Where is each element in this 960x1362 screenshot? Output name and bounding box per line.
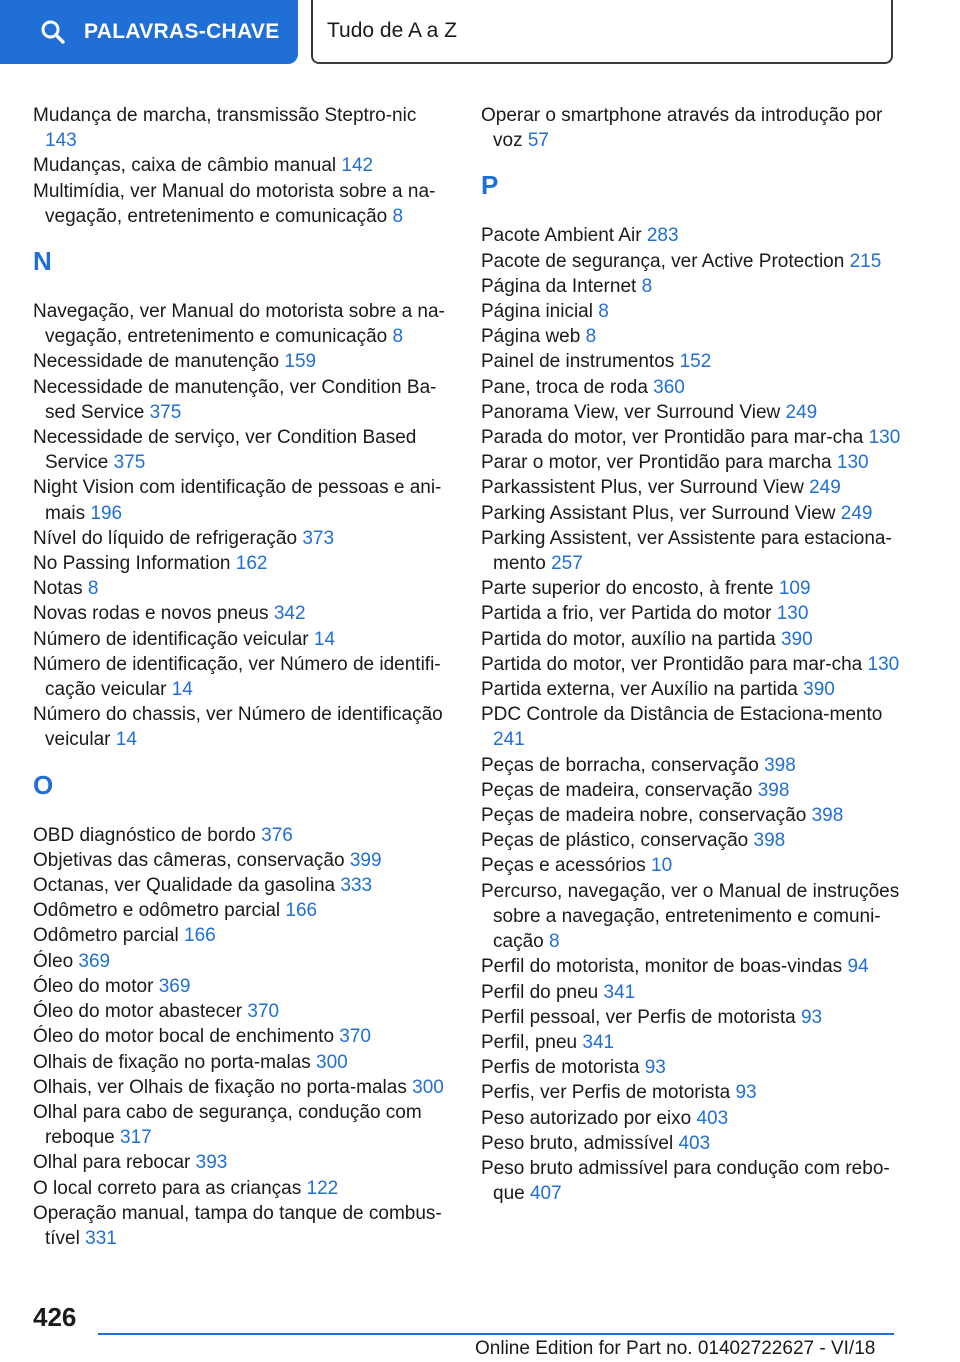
index-page-link[interactable]: 8 bbox=[392, 205, 404, 227]
index-entry bbox=[33, 1150, 453, 1175]
index-entry-text: Octanas, ver Qualidade da gasolina bbox=[33, 875, 336, 897]
index-page-link[interactable]: 393 bbox=[195, 1152, 228, 1174]
index-page-link[interactable]: 166 bbox=[285, 900, 318, 922]
index-entry-text: Partida externa, ver Auxílio na partida bbox=[481, 679, 798, 701]
index-page-link[interactable]: 407 bbox=[529, 1183, 562, 1205]
index-entry bbox=[481, 803, 901, 828]
index-entry bbox=[33, 923, 453, 948]
edition-text: Online Edition for Part no. 01402722627 - VI/18 bbox=[475, 1338, 876, 1359]
index-page-link[interactable]: 57 bbox=[527, 130, 549, 152]
index-page-link[interactable]: 370 bbox=[339, 1026, 371, 1048]
index-entry-text: Necessidade de manutenção bbox=[33, 351, 280, 373]
index-entry bbox=[481, 1131, 901, 1156]
index-entry-text: Partida do motor, ver Prontidão para mar-cha bbox=[481, 653, 863, 675]
index-entry bbox=[481, 601, 901, 626]
index-page-link[interactable]: 369 bbox=[78, 950, 111, 972]
index-entry-text: Olhal para rebocar bbox=[33, 1152, 191, 1174]
index-entry bbox=[481, 954, 901, 979]
index-entry bbox=[33, 702, 453, 752]
index-entry-text: Pacote Ambient Air bbox=[481, 225, 642, 247]
index-page-link[interactable]: 14 bbox=[313, 628, 336, 650]
index-page-link[interactable]: 399 bbox=[349, 849, 382, 871]
index-page-link[interactable]: 370 bbox=[247, 1001, 280, 1023]
index-page-link[interactable]: 249 bbox=[840, 502, 873, 524]
index-entry bbox=[481, 299, 901, 324]
index-page-link[interactable]: 360 bbox=[653, 376, 685, 398]
index-entry bbox=[33, 1024, 453, 1049]
index-page-link[interactable]: 130 bbox=[867, 653, 900, 675]
index-entry bbox=[481, 853, 901, 878]
index-entry bbox=[33, 1201, 453, 1251]
index-entry bbox=[33, 823, 453, 848]
footer-rule bbox=[98, 1333, 894, 1335]
index-entry bbox=[481, 879, 901, 955]
keywords-label: PALAVRAS-CHAVE bbox=[84, 20, 280, 43]
index-entry-text: Navegação, ver Manual do motorista sobre a na-vegação, entretenimento e comunicação bbox=[33, 301, 445, 348]
index-entry-text: Parking Assistant Plus, ver Surround View bbox=[481, 502, 836, 524]
index-entry-text: Peças de madeira, conservação bbox=[481, 779, 753, 801]
index-entry bbox=[33, 848, 453, 873]
index-entry-text: Mudança de marcha, transmissão Steptro-nic bbox=[33, 105, 417, 126]
index-page-link[interactable]: 317 bbox=[120, 1127, 152, 1149]
index-entry bbox=[33, 601, 453, 626]
index-entry-text: Olhais de fixação no porta-malas bbox=[33, 1051, 311, 1073]
index-entry-text: OBD diagnóstico de bordo bbox=[33, 824, 256, 846]
top-bar bbox=[0, 0, 960, 66]
index-entry-text: Parte superior do encosto, à frente bbox=[481, 578, 774, 600]
index-page-link[interactable]: 130 bbox=[836, 452, 869, 474]
index-page-link[interactable]: 390 bbox=[780, 628, 813, 650]
index-page-link[interactable]: 94 bbox=[847, 956, 869, 978]
index-entry-text: PDC Controle da Distância de Estaciona-mento bbox=[481, 704, 883, 726]
index-page-link[interactable]: 8 bbox=[87, 578, 99, 600]
index-entry bbox=[481, 375, 901, 400]
index-entry-text: Operação manual, tampa do tanque de combus-tível bbox=[33, 1202, 442, 1249]
index-entry-text: Notas bbox=[33, 578, 83, 600]
index-page-link[interactable]: 403 bbox=[696, 1107, 729, 1129]
index-page-link[interactable]: 152 bbox=[679, 351, 712, 373]
search-icon bbox=[40, 19, 66, 45]
index-entry-text: Página inicial bbox=[481, 301, 593, 323]
index-entry-text: Parada do motor, ver Prontidão para mar-cha bbox=[481, 427, 864, 449]
index-entry-text: Perfis, ver Perfis de motorista bbox=[481, 1082, 731, 1104]
index-page-link[interactable]: 375 bbox=[149, 401, 182, 423]
index-entry bbox=[481, 778, 901, 803]
index-entry-text: Número do chassis, ver Número de identificação veicular bbox=[33, 704, 443, 751]
index-entry bbox=[481, 1080, 901, 1105]
index-entry-text: Perfis de motorista bbox=[481, 1057, 640, 1079]
index-entry-text: Perfil, pneu bbox=[481, 1031, 578, 1053]
index-entry bbox=[481, 1106, 901, 1131]
index-entry bbox=[33, 349, 453, 374]
index-page-link[interactable]: 10 bbox=[651, 855, 673, 877]
index-entry-text: Óleo do motor abastecer bbox=[33, 1001, 243, 1023]
index-page-link[interactable]: 8 bbox=[585, 326, 597, 348]
index-entry-text: Panorama View, ver Surround View bbox=[481, 401, 781, 423]
index-entry bbox=[33, 1075, 453, 1100]
index-page-link[interactable]: 342 bbox=[273, 603, 306, 625]
index-page-link[interactable]: 159 bbox=[284, 351, 317, 373]
index-page-link[interactable]: 130 bbox=[868, 427, 901, 449]
index-entry-text: Peças e acessórios bbox=[481, 855, 646, 877]
index-page-link[interactable]: 93 bbox=[735, 1082, 757, 1104]
index-entry-text: Número de identificação, ver Número de identifi-cação veicular bbox=[33, 653, 441, 701]
index-entry bbox=[33, 999, 453, 1024]
index-entry bbox=[481, 103, 901, 153]
index-page-link[interactable]: 398 bbox=[757, 779, 790, 801]
index-entry-text: Página web bbox=[481, 326, 581, 348]
index-entry-text: Olhal para cabo de segurança, condução com reboque bbox=[33, 1101, 422, 1149]
index-page-link[interactable]: 398 bbox=[764, 754, 796, 776]
index-column-left bbox=[33, 103, 453, 1251]
index-entry bbox=[481, 1005, 901, 1030]
index-entry bbox=[481, 828, 901, 853]
index-entry bbox=[481, 425, 901, 450]
index-entry bbox=[33, 898, 453, 923]
index-entry-text: No Passing Information bbox=[33, 553, 231, 575]
index-page-link[interactable]: 93 bbox=[800, 1006, 823, 1028]
index-entry-text: Olhais, ver Olhais de fixação no porta-malas bbox=[33, 1076, 407, 1098]
index-entry bbox=[33, 873, 453, 898]
index-page-link[interactable]: 142 bbox=[341, 155, 374, 177]
index-entry-text: Percurso, navegação, ver o Manual de instruções sobre a navegação, entretenimento e comuni-cação bbox=[481, 880, 900, 953]
index-entry-text: Odômetro parcial bbox=[33, 925, 179, 947]
index-page-link[interactable]: 341 bbox=[603, 981, 636, 1003]
index-page-link[interactable]: 398 bbox=[753, 830, 786, 852]
index-page-link[interactable]: 398 bbox=[811, 805, 844, 827]
section-tab-a-to-z[interactable] bbox=[311, 0, 893, 64]
index-column-right bbox=[481, 103, 901, 1206]
index-page-link[interactable]: 166 bbox=[184, 925, 216, 947]
index-page-link[interactable]: 390 bbox=[803, 679, 835, 701]
index-entry bbox=[481, 501, 901, 526]
index-entry-text: Novas rodas e novos pneus bbox=[33, 603, 269, 625]
index-entry bbox=[33, 949, 453, 974]
index-entry-text: Necessidade de manutenção, ver Condition Ba-sed Service bbox=[33, 376, 437, 423]
index-entry-text: O local correto para as crianças bbox=[33, 1177, 302, 1199]
index-entry bbox=[481, 274, 901, 299]
index-entry bbox=[33, 299, 453, 349]
index-page-link[interactable]: 341 bbox=[582, 1031, 615, 1053]
page-number: 426 bbox=[33, 1302, 77, 1332]
section-label: Tudo de A a Z bbox=[327, 19, 457, 42]
index-letter-heading: N bbox=[33, 246, 52, 277]
index-entry-text: Multimídia, ver Manual do motorista sobre a na-vegação, entretenimento e comunicação bbox=[33, 180, 436, 227]
index-page-link[interactable]: 369 bbox=[158, 975, 191, 997]
index-entry bbox=[33, 1176, 453, 1201]
index-page-link[interactable]: 283 bbox=[646, 225, 679, 247]
index-entry-text: Perfil do pneu bbox=[481, 981, 599, 1003]
index-entry bbox=[481, 349, 901, 374]
index-entry bbox=[33, 425, 453, 475]
index-entry-text: Peças de madeira nobre, conservação bbox=[481, 805, 807, 827]
index-entry-text: Mudanças, caixa de câmbio manual bbox=[33, 155, 337, 177]
index-entry-text: Óleo bbox=[33, 950, 74, 972]
index-page-link[interactable]: 403 bbox=[678, 1132, 711, 1154]
index-entry bbox=[481, 526, 901, 576]
index-entry-text: Night Vision com identificação de pessoas e ani-mais bbox=[33, 477, 442, 524]
index-entry-text: Parking Assistent, ver Assistente para estaciona-mento bbox=[481, 527, 892, 575]
index-entry bbox=[33, 153, 453, 178]
index-entry bbox=[33, 652, 453, 702]
index-entry-text: Página da Internet bbox=[481, 275, 637, 297]
index-entry-text: Pane, troca de roda bbox=[481, 376, 648, 398]
index-entry-text: Partida do motor, auxílio na partida bbox=[481, 628, 776, 650]
index-page-link[interactable]: 215 bbox=[849, 250, 882, 272]
index-page-link[interactable]: 14 bbox=[115, 729, 137, 751]
index-entry-text: Pacote de segurança, ver Active Protection bbox=[481, 250, 845, 272]
index-entry bbox=[481, 223, 901, 248]
index-entry-text: Peças de plástico, conservação bbox=[481, 830, 749, 852]
index-entry-text: Peso bruto admissível para condução com rebo-que bbox=[481, 1157, 890, 1205]
index-page-link[interactable]: 8 bbox=[641, 275, 653, 297]
index-entry-text: Peças de borracha, conservação bbox=[481, 754, 759, 776]
index-page-link[interactable]: 375 bbox=[113, 452, 146, 474]
index-entry bbox=[33, 103, 453, 153]
index-page-link[interactable]: 300 bbox=[412, 1076, 444, 1098]
index-entry bbox=[481, 627, 901, 652]
index-entry bbox=[33, 974, 453, 999]
index-entry-text: Perfil do motorista, monitor de boas-vindas bbox=[481, 956, 843, 978]
index-entry bbox=[481, 1030, 901, 1055]
index-page-link[interactable]: 143 bbox=[45, 130, 77, 152]
index-entry bbox=[33, 179, 453, 229]
index-page-link[interactable]: 257 bbox=[551, 553, 583, 575]
index-entry-text: Nível do líquido de refrigeração bbox=[33, 527, 298, 549]
index-entry bbox=[33, 375, 453, 425]
index-entry bbox=[33, 1100, 453, 1150]
index-entry bbox=[33, 1050, 453, 1075]
index-entry bbox=[33, 576, 453, 601]
index-entry bbox=[481, 677, 901, 702]
index-page-link[interactable]: 162 bbox=[235, 553, 268, 575]
index-entry bbox=[481, 450, 901, 475]
index-entry-text: Necessidade de serviço, ver Condition Based Service bbox=[33, 427, 417, 474]
index-entry bbox=[481, 475, 901, 500]
index-entry bbox=[481, 1055, 901, 1080]
index-letter-heading: P bbox=[481, 170, 499, 201]
index-page-link[interactable]: 196 bbox=[90, 502, 123, 524]
index-entry-text: Óleo do motor bocal de enchimento bbox=[33, 1026, 335, 1048]
index-entry bbox=[481, 324, 901, 349]
index-entry bbox=[481, 1156, 901, 1206]
index-page-link[interactable]: 109 bbox=[778, 578, 811, 600]
index-entry-text: Odômetro e odômetro parcial bbox=[33, 900, 281, 922]
index-entry-text: Óleo do motor bbox=[33, 975, 154, 997]
index-entry bbox=[481, 702, 901, 752]
index-entry bbox=[481, 652, 901, 677]
index-page-link[interactable]: 331 bbox=[85, 1227, 117, 1249]
index-page-link[interactable]: 14 bbox=[171, 679, 193, 701]
index-entry-text: Peso bruto, admissível bbox=[481, 1132, 674, 1154]
index-entry bbox=[481, 980, 901, 1005]
index-page-link[interactable]: 333 bbox=[340, 875, 373, 897]
index-entry bbox=[33, 526, 453, 551]
index-entry-text: Objetivas das câmeras, conservação bbox=[33, 849, 345, 871]
index-page-link[interactable]: 8 bbox=[392, 326, 404, 348]
index-entry bbox=[33, 475, 453, 525]
index-entry-text: Parar o motor, ver Prontidão para marcha bbox=[481, 452, 832, 474]
index-page-link[interactable]: 8 bbox=[548, 931, 560, 953]
index-page-link[interactable]: 8 bbox=[598, 301, 609, 323]
index-entry bbox=[33, 551, 453, 576]
index-entry-text: Operar o smartphone através da introdução por voz bbox=[481, 105, 883, 152]
index-entry bbox=[481, 400, 901, 425]
index-page-link[interactable]: 373 bbox=[302, 527, 335, 549]
index-page-link[interactable]: 122 bbox=[306, 1177, 339, 1199]
footer-edition bbox=[475, 1338, 875, 1360]
index-page-link[interactable]: 130 bbox=[776, 603, 809, 625]
index-page-link[interactable]: 376 bbox=[261, 824, 293, 846]
index-entry bbox=[481, 576, 901, 601]
index-entry-text: Número de identificação veicular bbox=[33, 628, 309, 650]
index-entry-text: Perfil pessoal, ver Perfis de motorista bbox=[481, 1006, 796, 1028]
index-page-link[interactable]: 249 bbox=[785, 401, 818, 423]
index-page-link[interactable]: 241 bbox=[493, 729, 525, 751]
index-entry-text: Painel de instrumentos bbox=[481, 351, 675, 373]
index-entry-text: Partida a frio, ver Partida do motor bbox=[481, 603, 772, 625]
index-entry-text: Parkassistent Plus, ver Surround View bbox=[481, 477, 804, 499]
index-letter-heading: O bbox=[33, 769, 54, 800]
index-entry bbox=[481, 249, 901, 274]
index-entry-text: Peso autorizado por eixo bbox=[481, 1107, 692, 1129]
index-page-link[interactable]: 93 bbox=[644, 1057, 666, 1079]
index-page-link[interactable]: 249 bbox=[809, 477, 841, 499]
index-page-link[interactable]: 300 bbox=[316, 1051, 348, 1073]
index-entry bbox=[481, 753, 901, 778]
index-entry bbox=[33, 627, 453, 652]
keywords-button[interactable] bbox=[0, 0, 298, 64]
